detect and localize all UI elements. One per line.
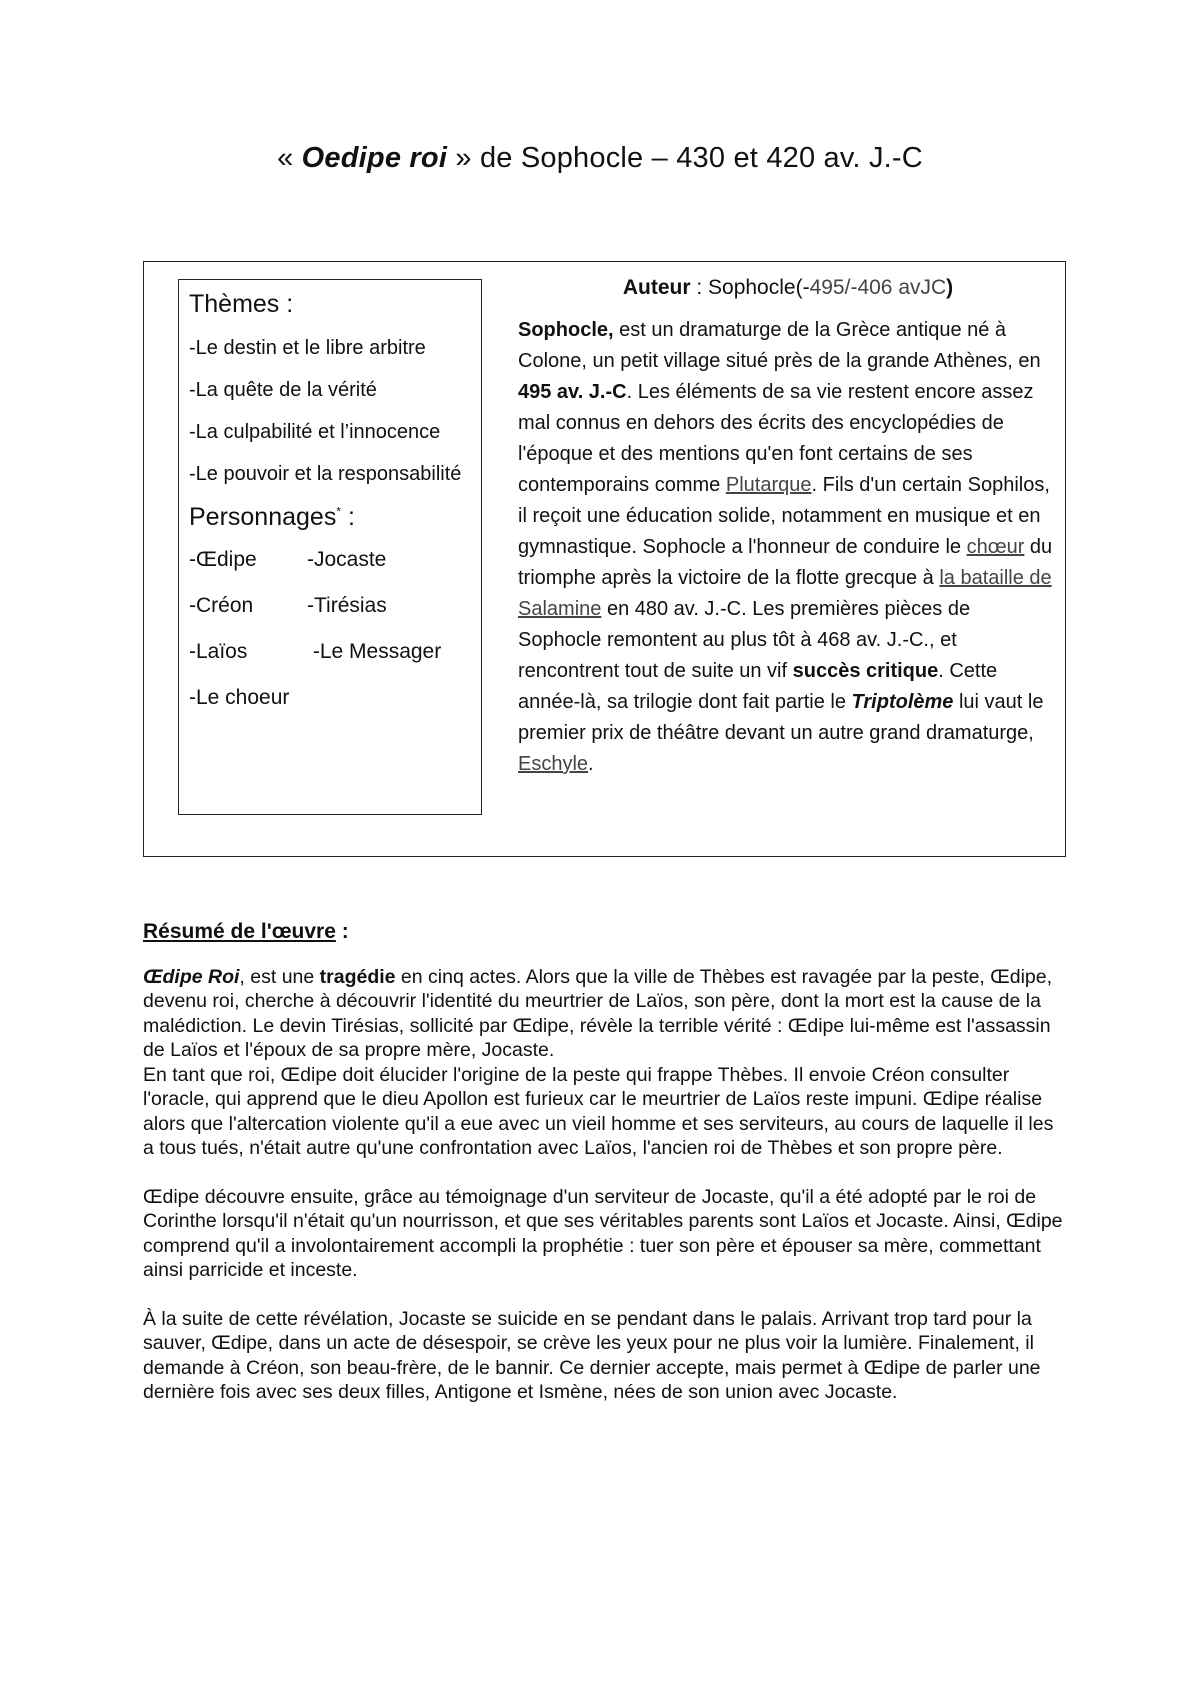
character-name: -Tirésias <box>307 594 387 617</box>
link-salamine[interactable]: la bataille de Salamine <box>518 567 1052 620</box>
character-row <box>189 548 471 572</box>
bio-text: en 480 av. J.-C. Les premières pièces de Sophocle remontent au plus tôt à 468 av. J.-C., et rencontrent tout de suite un vif <box>518 598 971 682</box>
character-name: -Œdipe <box>189 548 257 571</box>
bio-text: lui vaut le premier prix de théâtre devant un autre grand dramaturge, <box>518 691 1044 744</box>
character-row <box>189 686 471 710</box>
bio-name: Sophocle, <box>518 319 614 341</box>
character-row <box>189 594 471 618</box>
bio-text: est un dramaturge de la Grèce antique né à Colone, un petit village situé près de la grande Athènes, en <box>518 319 1041 372</box>
title-work: Oedipe roi <box>301 142 448 174</box>
link-eschyle[interactable]: Eschyle <box>518 753 589 775</box>
summary-heading <box>143 920 1068 945</box>
link-plutarque[interactable]: Plutarque <box>725 474 812 496</box>
page-title <box>0 142 1200 175</box>
bio-text: du triomphe après la victoire de la flotte grecque à <box>518 536 1053 589</box>
summary-heading-text: Résumé de l'œuvre <box>143 920 336 943</box>
theme-item: -La culpabilité et l’innocence <box>189 421 441 443</box>
summary-bold: tragédie <box>319 965 396 988</box>
character-name: -Créon <box>189 594 254 617</box>
bio-italic: Triptolème <box>851 691 954 713</box>
bio-text: . <box>588 753 594 775</box>
title-open-quote: « <box>277 142 302 174</box>
theme-item: -Le pouvoir et la responsabilité <box>189 463 462 485</box>
bio-birth-date: 495 av. J.-C <box>518 381 627 403</box>
title-close-quote: » <box>447 142 472 174</box>
summary-section <box>143 920 1068 1429</box>
character-name: -Jocaste <box>307 548 387 571</box>
bio-text: . Fils d'un certain Sophilos, il reçoit une éducation solide, notamment en musique et en gymnastique. Sophocle a l'honneur de conduire le <box>518 474 1050 558</box>
summary-paragraph <box>143 965 1068 1063</box>
link-choeur[interactable]: chœur <box>966 536 1025 558</box>
author-close: ) <box>946 276 954 299</box>
themes-box <box>178 279 482 815</box>
character-name: -Laïos <box>189 640 248 663</box>
characters-heading-mark: * <box>336 504 341 519</box>
character-row <box>189 640 471 664</box>
bio-text: . Les éléments de sa vie restent encore assez mal connus en dehors des écrits des encyclopédies de l'époque et des mentions qu'en font certains de ses contemporains comme <box>518 381 1034 496</box>
author-block <box>518 272 1058 780</box>
characters-heading-colon: : <box>341 503 355 531</box>
theme-item: -La quête de la vérité <box>189 379 377 401</box>
bio-text: . Cette année-là, sa trilogie dont fait partie le <box>518 660 998 713</box>
author-label: Auteur <box>622 276 691 299</box>
author-sep: : <box>690 276 709 299</box>
bio-bold: succès critique <box>792 660 939 682</box>
summary-paragraph: À la suite de cette révélation, Jocaste se suicide en se pendant dans le palais. Arrivant trop tard pour la sauver, Œdipe, dans un acte de désespoir, se crève les yeux pour ne plus voir la lumière. Finalement, il demande à Créon, son beau-frère, de le bannir. Ce dernier accepte, mais permet à Œdipe de parler une dernière fois avec ses deux filles, Antigone et Ismène, nées de son union avec Jocaste. <box>143 1307 1041 1403</box>
themes-heading: Thèmes : <box>189 290 294 318</box>
summary-paragraph: En tant que roi, Œdipe doit élucider l'origine de la peste qui frappe Thèbes. Il envoie Créon consulter l'oracle, qui apprend que le dieu Apollon est furieux car le meurtrier de Laïos reste impuni. Œdipe réalise alors que l'altercation violente qu'il a eue avec un vieil homme et ses serviteurs, au cours de laquelle il les a tous tués, n'était autre qu'une confrontation avec Laïos, l'ancien roi de Thèbes et son propre père. <box>143 1063 1054 1159</box>
character-name: -Le Messager <box>307 640 442 663</box>
title-rest: de Sophocle – 430 et 420 av. J.-C <box>471 142 923 174</box>
author-bio <box>518 315 1058 780</box>
author-heading <box>518 272 1058 303</box>
summary-text: en cinq actes. Alors que la ville de Thèbes est ravagée par la peste, Œdipe, devenu roi, cherche à découvrir l'identité du meurtrier de Laïos, son père, dont la mort est la cause de la malédiction. Le devin Tirésias, sollicité par Œdipe, révèle la terrible vérité : Œdipe lui-même est l'assassin de Laïos et l'époux de sa propre mère, Jocaste. <box>143 965 1053 1061</box>
characters-heading-text: Personnages <box>189 503 337 531</box>
summary-work-title: Œdipe Roi <box>143 965 240 988</box>
author-dates: 495/-406 avJC <box>809 276 947 299</box>
summary-paragraph: Œdipe découvre ensuite, grâce au témoignage d'un serviteur de Jocaste, qu'il a été adopté par le roi de Corinthe lorsqu'il n'était qu'un nourrisson, et que ses véritables parents sont Laïos et Jocaste. Ainsi, Œdipe comprend qu'il a involontairement accompli la prophétie : tuer son père et épouser sa mère, commettant ainsi parricide et inceste. <box>143 1185 1063 1281</box>
characters-heading <box>189 503 471 532</box>
summary-text: , est une <box>239 965 320 988</box>
summary-heading-colon: : <box>335 920 349 943</box>
theme-item: -Le destin et le libre arbitre <box>189 337 426 359</box>
character-name: -Le choeur <box>189 686 290 709</box>
author-name: Sophocle(- <box>708 276 810 299</box>
